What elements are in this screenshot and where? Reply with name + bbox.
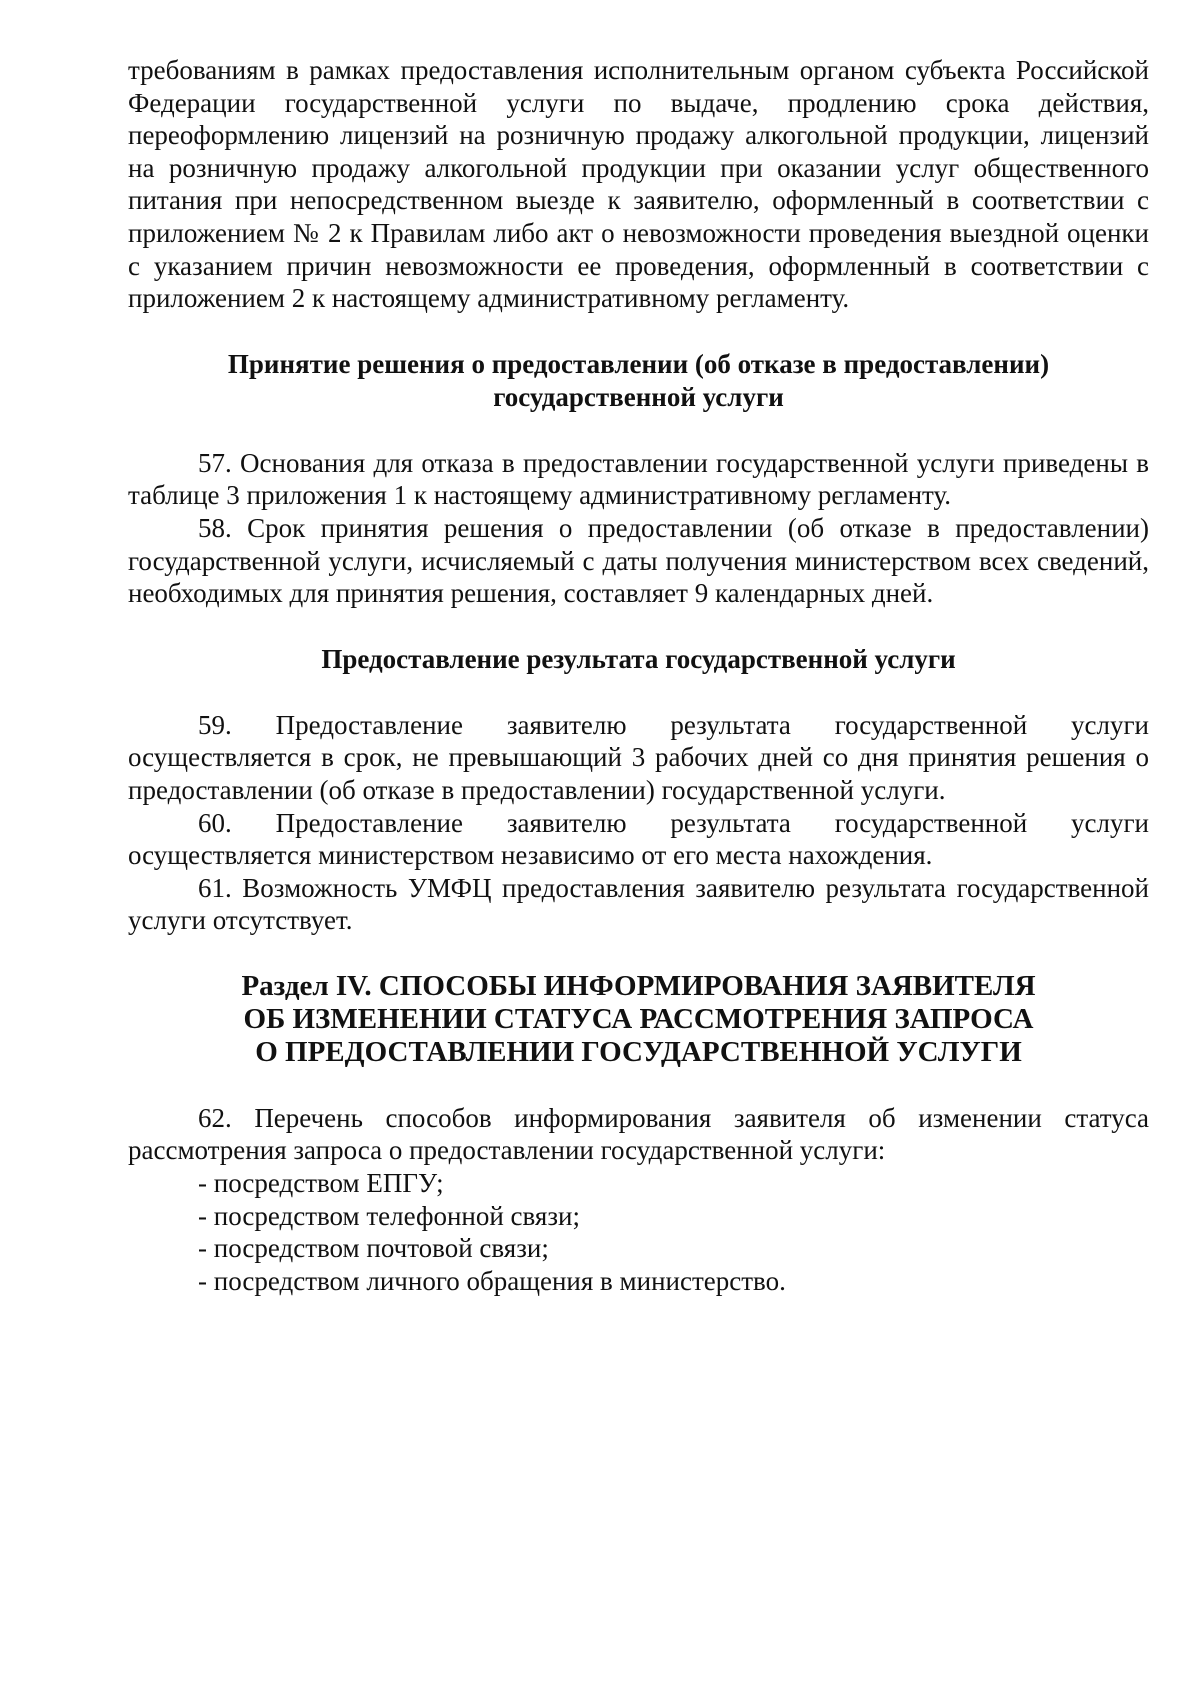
section-iv-line-2: ОБ ИЗМЕНЕНИИ СТАТУСА РАССМОТРЕНИЯ ЗАПРОСА <box>243 1002 1034 1035</box>
section-iv-line-3: О ПРЕДОСТАВЛЕНИИ ГОСУДАРСТВЕННОЙ УСЛУГИ <box>255 1035 1022 1068</box>
section-iv-line-1: Раздел IV. СПОСОБЫ ИНФОРМИРОВАНИЯ ЗАЯВИТЕЛЯ <box>241 969 1036 1002</box>
document-page <box>128 54 1149 1297</box>
paragraph-59: 59. Предоставление заявителю результата государственной услуги осуществляется в срок, не превышающий 3 рабочих дней со дня принятия решения о предоставлении (об отказе в предоставлении) государственной услуги. <box>128 709 1149 805</box>
paragraph-57: 57. Основания для отказа в предоставлении государственной услуги приведены в таблице 3 приложения 1 к настоящему административному регламенту. <box>128 447 1149 511</box>
list-item: - посредством ЕПГУ; <box>198 1168 444 1199</box>
list-item: - посредством почтовой связи; <box>198 1233 549 1264</box>
paragraph-58: 58. Срок принятия решения о предоставлении (об отказе в предоставлении) государственной услуги, исчисляемый с даты получения министерством всех сведений, необходимых для принятия решения, составляет 9 календарных дней. <box>128 512 1149 609</box>
heading-decision-line-2: государственной услуги <box>493 381 784 412</box>
intro-paragraph: требованиям в рамках предоставления исполнительным органом субъекта Российской Федерации государственной услуги по выдаче, продлению срока действия, переоформлению лицензий на розничную продажу алкогольной продукции, лицензий на розничную продажу алкогольной продукции при оказании услуг общественного питания при непосредственном выезде к заявителю, оформленный в соответствии с приложением № 2 к Правилам либо акт о невозможности проведения выездной оценки с указанием причин невозможности ее проведения, оформленный в соответствии с приложением 2 к настоящему административному регламенту. <box>128 55 1149 314</box>
paragraph-60: 60. Предоставление заявителю результата государственной услуги осуществляется министерством независимо от его места нахождения. <box>128 807 1149 871</box>
list-item: - посредством личного обращения в министерство. <box>198 1265 786 1296</box>
list-item: - посредством телефонной связи; <box>198 1200 580 1231</box>
heading-decision <box>128 348 1149 414</box>
paragraph-62: 62. Перечень способов информирования заявителя об изменении статуса рассмотрения запроса о предоставлении государственной услуги: <box>128 1102 1149 1166</box>
paragraph-61: 61. Возможность УМФЦ предоставления заявителю результата государственной услуги отсутствует. <box>128 872 1149 936</box>
heading-result-line: Предоставление результата государственной услуги <box>321 643 956 674</box>
informing-methods-list <box>128 1167 1149 1297</box>
heading-result <box>128 643 1149 676</box>
heading-decision-line-1: Принятие решения о предоставлении (об отказе в предоставлении) <box>227 348 1050 379</box>
section-iv-title <box>128 970 1149 1069</box>
